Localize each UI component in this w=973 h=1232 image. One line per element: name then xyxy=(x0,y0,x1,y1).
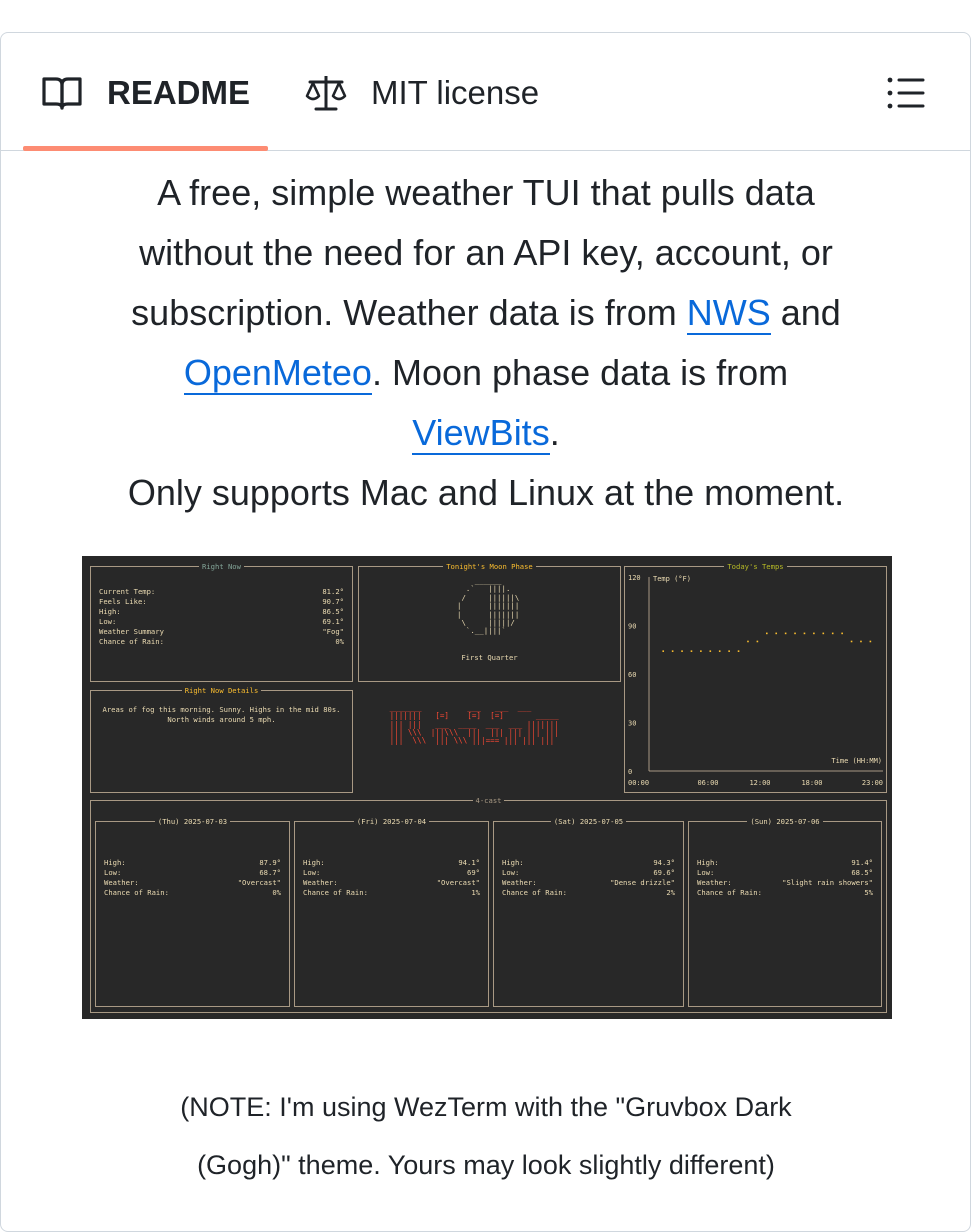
kv-value: "Overcast" xyxy=(237,878,281,887)
kv-label: Low: xyxy=(303,868,321,877)
y-tick-label: 0 xyxy=(628,768,633,776)
kv-label: Chance of Rain: xyxy=(502,888,567,897)
description-text: subscription. Weather data is from xyxy=(131,292,687,333)
pane-title xyxy=(91,686,352,695)
kv-label: High: xyxy=(99,607,121,616)
temp-point xyxy=(662,650,664,652)
temp-chart xyxy=(625,567,888,794)
x-tick-label: 23:00 xyxy=(861,779,883,787)
temp-point xyxy=(738,650,740,652)
kv-label: Weather: xyxy=(697,878,732,887)
y-tick-label: 90 xyxy=(628,622,637,631)
moon-phase-label: First Quarter xyxy=(461,653,518,662)
kv-row xyxy=(104,888,281,898)
temp-point xyxy=(766,633,768,635)
description-line xyxy=(60,343,912,403)
kv-value: 86.5° xyxy=(322,607,344,616)
book-icon xyxy=(41,75,83,111)
scale-icon xyxy=(305,73,347,113)
details-text xyxy=(99,705,344,725)
forecast-pane xyxy=(90,796,887,1013)
kv-value: "Slight rain showers" xyxy=(782,878,873,887)
forecast-day-title: (Sat) 2025-07-05 xyxy=(551,817,626,826)
tab-license-label: MIT license xyxy=(371,74,540,111)
description-text: . xyxy=(549,412,560,453)
kv-value: 87.9° xyxy=(259,858,281,867)
temp-point xyxy=(785,633,787,635)
todays-temps-pane xyxy=(624,562,887,793)
kv-label: Weather: xyxy=(104,878,139,887)
forecast-day-title: (Sun) 2025-07-06 xyxy=(747,817,822,826)
temp-point xyxy=(757,641,759,643)
x-tick-label: 00:00 xyxy=(628,779,650,787)
temp-point xyxy=(747,641,749,643)
kv-value: 69.1° xyxy=(322,617,344,626)
kv-label: Low: xyxy=(502,868,520,877)
description-line: Only supports Mac and Linux at the moment. xyxy=(127,472,845,513)
kv-label: Chance of Rain: xyxy=(99,637,164,646)
right-now-details-pane xyxy=(90,686,353,793)
kv-row xyxy=(697,888,873,898)
kv-row xyxy=(502,858,675,868)
temp-point xyxy=(813,633,815,635)
temp-point xyxy=(681,650,683,652)
temp-point xyxy=(860,641,862,643)
temp-point xyxy=(691,650,693,652)
kv-row xyxy=(99,627,344,637)
kv-row xyxy=(697,878,873,888)
kv-label: High: xyxy=(502,858,524,867)
kv-row xyxy=(104,878,281,888)
kv-value: 94.3° xyxy=(653,858,675,867)
kv-value: 0% xyxy=(335,637,344,646)
description-line: A free, simple weather TUI that pulls data xyxy=(157,172,815,213)
temp-point xyxy=(870,641,872,643)
kv-label: Feels Like: xyxy=(99,597,147,606)
kv-label: Chance of Rain: xyxy=(303,888,368,897)
kv-label: Low: xyxy=(99,617,117,626)
temp-point xyxy=(794,633,796,635)
details-line: Areas of fog this morning. Sunny. Highs in the mid 80s. xyxy=(102,705,341,714)
kv-row xyxy=(99,607,344,617)
kv-value: 68.5° xyxy=(851,868,873,877)
x-tick-label: 06:00 xyxy=(697,779,719,787)
kv-label: Weather: xyxy=(303,878,338,887)
kv-row xyxy=(303,888,480,898)
kv-row xyxy=(303,858,480,868)
forecast-day-title: (Thu) 2025-07-03 xyxy=(155,817,230,826)
kv-value: "Dense drizzle" xyxy=(610,878,675,887)
kv-label: Chance of Rain: xyxy=(104,888,169,897)
note-line: (Gogh)" theme. Yours may look slightly different) xyxy=(197,1150,775,1180)
forecast-day xyxy=(493,817,684,1007)
table-of-contents-button[interactable] xyxy=(886,75,926,111)
y-tick-label: 30 xyxy=(628,719,637,728)
kv-value: 69° xyxy=(467,868,480,877)
kv-value: 69.6° xyxy=(653,868,675,877)
kv-value: 1% xyxy=(471,888,480,897)
kv-label: High: xyxy=(104,858,126,867)
tab-readme[interactable] xyxy=(41,73,250,113)
forecast-day xyxy=(95,817,290,1007)
kv-label: Weather Summary xyxy=(99,627,164,636)
kv-value: 2% xyxy=(666,888,675,897)
temps-title: Today's Temps xyxy=(724,562,786,571)
kv-row xyxy=(502,888,675,898)
y-tick-label: 120 xyxy=(628,574,641,582)
temp-point xyxy=(851,641,853,643)
forecast-day xyxy=(294,817,489,1007)
temp-point xyxy=(700,650,702,652)
x-tick-label: 12:00 xyxy=(749,779,771,787)
list-icon xyxy=(886,75,926,111)
right-now-pane xyxy=(90,562,353,682)
kv-row xyxy=(697,858,873,868)
kv-row xyxy=(502,868,675,878)
note-line: (NOTE: I'm using WezTerm with the "Gruvbox Dark xyxy=(180,1092,792,1122)
x-axis-label: Time (HH:MM) xyxy=(831,757,882,765)
pane-title xyxy=(91,562,352,571)
kv-label: Weather: xyxy=(502,878,537,887)
forecast-title: 4-cast xyxy=(473,796,505,805)
kv-value: 68.7° xyxy=(259,868,281,877)
kv-row xyxy=(104,858,281,868)
openmeteo-link[interactable]: OpenMeteo xyxy=(183,352,372,393)
pane-title xyxy=(359,562,620,571)
pane-title xyxy=(494,817,683,826)
kv-value: 5% xyxy=(864,888,873,897)
kv-row xyxy=(99,637,344,647)
kv-value: 81.2° xyxy=(322,587,344,596)
pane-title xyxy=(96,817,289,826)
description-line xyxy=(60,283,912,343)
tab-license[interactable] xyxy=(305,73,539,113)
kv-label: Low: xyxy=(104,868,122,877)
temp-point xyxy=(804,633,806,635)
tab-readme-label: README xyxy=(107,74,251,111)
description-text: and xyxy=(770,292,841,333)
forecast-day-title: (Fri) 2025-07-04 xyxy=(354,817,429,826)
moon-ascii-art: ______ .` ||||. / ||||||\ | ||||||| | ||||||| \ |||||/ `.__||||` xyxy=(457,576,520,636)
kv-row xyxy=(99,587,344,597)
kv-label: High: xyxy=(303,858,325,867)
kv-value: 91.4° xyxy=(851,858,873,867)
kv-label: Current Temp: xyxy=(99,587,156,596)
moon-phase-pane xyxy=(358,562,621,682)
temp-point xyxy=(841,633,843,635)
kv-row xyxy=(99,597,344,607)
description-line xyxy=(60,403,912,463)
theme-note xyxy=(60,1078,912,1194)
x-tick-label: 18:00 xyxy=(801,779,823,787)
pane-title xyxy=(295,817,488,826)
details-title: Right Now Details xyxy=(182,686,262,695)
app-logo-ascii: _______ ___ ___ ___ ||||||| [=] [=] [=] _____ ||| ||| ___ ____ ___ ___ ||||||| ||| \\\ |||\\\ ||| ||| ||| ||| ||| ||| \\\ ||| \\\ |||=== ||| ||| ||| xyxy=(389,703,559,746)
kv-row xyxy=(104,868,281,878)
right-now-title: Right Now xyxy=(199,562,244,571)
forecast-day xyxy=(688,817,882,1007)
kv-value: 0% xyxy=(272,888,281,897)
kv-label: Low: xyxy=(697,868,715,877)
description-text: . Moon phase data is from xyxy=(371,352,789,393)
temp-point xyxy=(728,650,730,652)
readme-description xyxy=(60,163,912,523)
kv-label: Chance of Rain: xyxy=(697,888,762,897)
nws-link[interactable]: NWS xyxy=(686,292,771,333)
kv-value: "Overcast" xyxy=(436,878,480,887)
temp-point xyxy=(719,650,721,652)
temp-point xyxy=(832,633,834,635)
kv-value: "Fog" xyxy=(322,627,344,636)
temp-point xyxy=(775,633,777,635)
y-axis-label: Temp (°F) xyxy=(653,575,691,583)
kv-row xyxy=(303,868,480,878)
kv-label: High: xyxy=(697,858,719,867)
kv-value: 90.7° xyxy=(322,597,344,606)
temp-point xyxy=(823,633,825,635)
kv-value: 94.1° xyxy=(458,858,480,867)
temp-point xyxy=(672,650,674,652)
kv-row xyxy=(303,878,480,888)
temp-point xyxy=(710,650,712,652)
y-tick-label: 60 xyxy=(628,671,637,679)
kv-row xyxy=(99,617,344,627)
kv-row xyxy=(697,868,873,878)
pane-title xyxy=(91,796,886,805)
description-line: without the need for an API key, account, or xyxy=(139,232,833,273)
terminal-screenshot xyxy=(82,556,892,1019)
readme-tabbar xyxy=(1,33,970,151)
active-tab-indicator xyxy=(23,146,268,151)
pane-title xyxy=(689,817,881,826)
details-line: North winds around 5 mph. xyxy=(167,715,276,724)
viewbits-link[interactable]: ViewBits xyxy=(412,412,550,453)
kv-row xyxy=(502,878,675,888)
moon-title: Tonight's Moon Phase xyxy=(443,562,536,571)
